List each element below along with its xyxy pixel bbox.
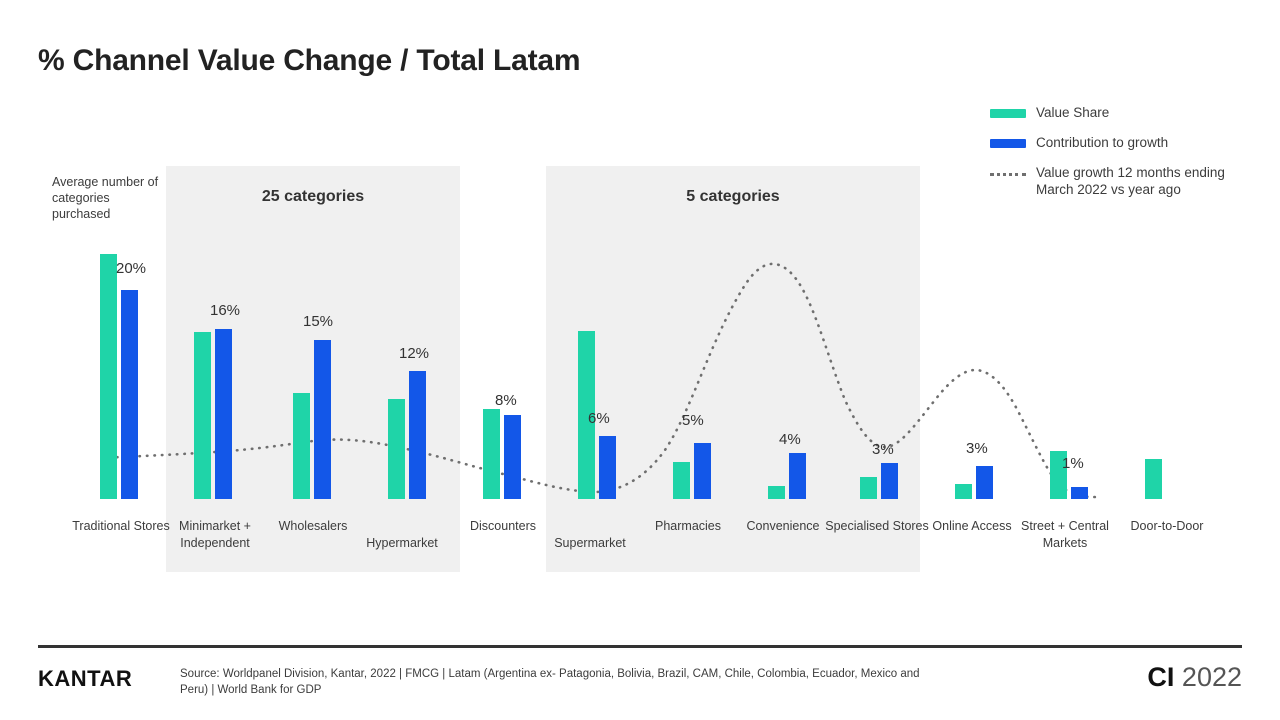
bar-contribution [215, 329, 232, 499]
bar-contribution [976, 466, 993, 499]
bar-contribution [881, 463, 898, 499]
bar-label: 3% [966, 440, 988, 457]
bar-label: 16% [210, 302, 241, 319]
bar-contribution [409, 371, 426, 499]
source-note: Source: Worldpanel Division, Kantar, 2022 | FMCG | Latam (Argentina ex- Patagonia, Bolivia, Brazil, CAM, Chile, Colombia, Ecuador, Mexico and Peru) | World Bank for GDP [180, 668, 920, 696]
bar-value-share [483, 409, 500, 499]
bar-contribution [504, 415, 521, 499]
bar-contribution [599, 436, 616, 499]
bar-group-wholesalers [293, 393, 331, 499]
bar-value-share [860, 477, 877, 499]
category-label: Pharmacies [655, 519, 721, 533]
bar-group-traditional-stores [100, 254, 138, 499]
bar-contribution [314, 340, 331, 499]
bar-value-share [388, 399, 405, 499]
footer-divider [38, 645, 1242, 648]
category-label: Traditional Stores [72, 519, 170, 533]
bar-label: 12% [399, 345, 430, 362]
category-label: Door-to-Door [1130, 519, 1204, 533]
bar-contribution [789, 453, 806, 499]
bar-contribution [1071, 487, 1088, 499]
ci-year: 2022 [1181, 662, 1242, 692]
category-label: Wholesalers [278, 519, 348, 533]
bar-label: 20% [116, 260, 147, 277]
bar-group-convenience [768, 486, 806, 499]
bar-contribution [121, 290, 138, 499]
ci-label: CI [1147, 662, 1175, 692]
bar-value-share [100, 254, 117, 499]
legend-label: Value growth 12 months ending March 2022 vs year ago [1036, 165, 1225, 197]
bar-value-share [194, 332, 211, 499]
page-title: % Channel Value Change / Total Latam [38, 44, 581, 77]
category-label: Hypermarket [366, 536, 438, 550]
bar-label: 1% [1062, 455, 1084, 472]
bar-group-specialised-stores [860, 477, 898, 499]
bar-group-door-to-door [1145, 459, 1166, 499]
category-label: Street + Central Markets [1021, 519, 1109, 550]
bar-group-discounters [483, 409, 521, 499]
bar-label: 8% [495, 392, 517, 409]
bar-value-share [768, 486, 785, 499]
bar-value-share [293, 393, 310, 499]
category-label: Online Access [932, 519, 1012, 533]
category-label: Supermarket [554, 536, 626, 550]
kantar-logo: KANTAR [38, 666, 133, 691]
axis-note: Average number of categories purchased [52, 175, 159, 221]
bar-value-share [955, 484, 972, 499]
category-label: Minimarket + Independent [179, 519, 251, 550]
bar-group-online-access [955, 484, 993, 499]
bar-group-hypermarket [388, 399, 426, 499]
bar-label: 15% [303, 313, 334, 330]
bar-label: 4% [779, 431, 801, 448]
category-label: Specialised Stores [825, 519, 929, 533]
category-label: Discounters [470, 519, 536, 533]
bar-label: 6% [588, 410, 610, 427]
legend-label: Value Share [1036, 105, 1110, 120]
bar-group-pharmacies [673, 462, 711, 499]
legend-label: Contribution to growth [1036, 135, 1169, 150]
category-label: Convenience [746, 519, 820, 533]
bar-label: 5% [682, 412, 704, 429]
bar-contribution [694, 443, 711, 499]
ci-year-mark [1147, 662, 1242, 693]
band-label-25: 25 categories [261, 188, 365, 205]
bar-label: 3% [872, 441, 894, 458]
bar-value-share [673, 462, 690, 499]
band-label-5: 5 categories [686, 188, 780, 205]
bar-value-share [1145, 459, 1162, 499]
bar-group-minimarket [194, 332, 232, 499]
